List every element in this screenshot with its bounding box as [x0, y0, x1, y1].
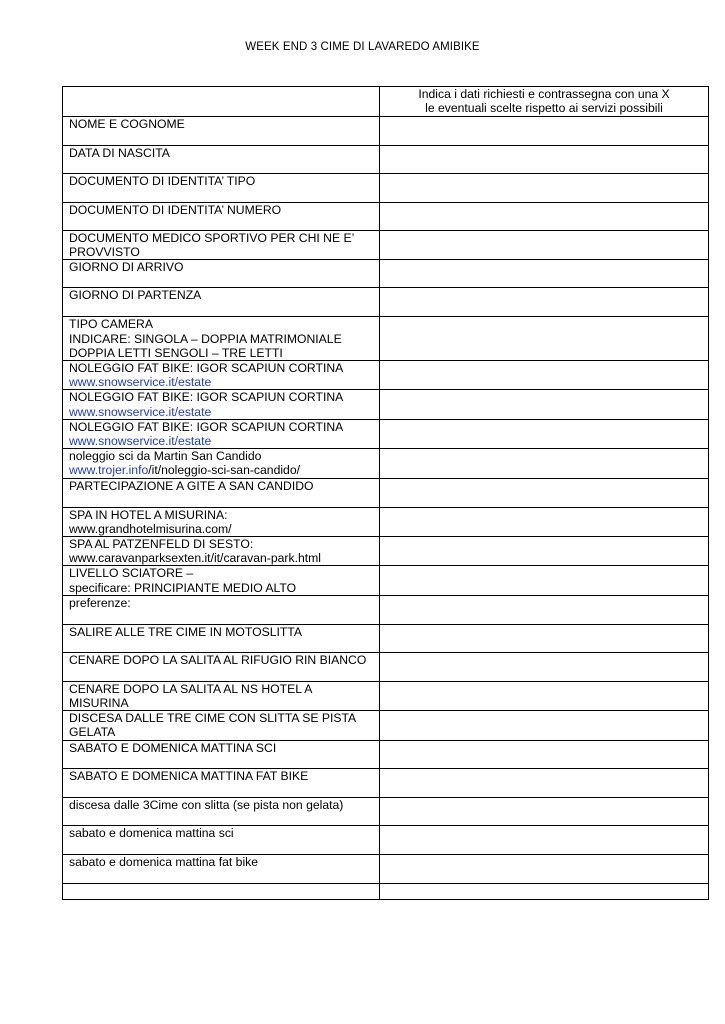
field-label-line: [69, 317, 373, 331]
field-label-text: /it/noleggio-sci-san-candido/: [148, 463, 300, 478]
field-label-cell: [63, 449, 380, 478]
answer-cell[interactable]: [380, 449, 709, 478]
answer-cell[interactable]: [380, 537, 709, 566]
field-label-text: GIORNO DI PARTENZA: [69, 288, 202, 303]
answer-cell[interactable]: [380, 652, 709, 681]
field-label-line: [69, 420, 373, 434]
field-label-line: [69, 508, 373, 522]
field-label-line: [69, 653, 373, 667]
answer-cell[interactable]: [380, 288, 709, 317]
field-label-line: [69, 174, 373, 188]
field-label-cell: [63, 797, 380, 825]
field-label-line: [69, 463, 373, 477]
field-label-text: GELATA: [69, 725, 116, 740]
form-row: [63, 117, 709, 146]
field-label-line: [69, 390, 373, 404]
answer-cell[interactable]: [380, 231, 709, 260]
form-row: [63, 595, 709, 624]
field-label-line: [69, 146, 373, 160]
form-row: [63, 711, 709, 740]
field-label-line: [69, 449, 373, 463]
header-instructions-cell: [380, 87, 709, 117]
field-label-text: NOLEGGIO FAT BIKE: IGOR SCAPIUN CORTINA: [69, 419, 344, 434]
answer-cell[interactable]: [380, 419, 709, 448]
field-label-text: DOCUMENTO DI IDENTITA’ TIPO: [69, 174, 256, 188]
field-label-line: [69, 405, 373, 419]
form-row: [63, 566, 709, 595]
answer-cell[interactable]: [380, 740, 709, 768]
form-row: [63, 174, 709, 203]
answer-cell[interactable]: [380, 361, 709, 390]
header-row: [63, 87, 709, 117]
answer-cell[interactable]: [380, 317, 709, 361]
field-label-line: [69, 479, 373, 493]
field-label-text: SPA AL PATZENFELD DI SESTO:: [69, 537, 254, 552]
field-label-cell: [63, 652, 380, 681]
form-row: [63, 681, 709, 710]
field-label-cell: [63, 537, 380, 566]
field-label-cell: [63, 595, 380, 624]
answer-cell[interactable]: [380, 174, 709, 203]
field-label-cell: [63, 624, 380, 652]
field-label-text: DISCESA DALLE TRE CIME CON SLITTA SE PISTA: [69, 711, 357, 726]
form-row: [63, 768, 709, 797]
form-row: [63, 203, 709, 231]
field-label-text: DATA DI NASCITA: [69, 146, 170, 160]
website-link[interactable]: www.snowservice.it/estate: [69, 375, 212, 390]
document-title: WEEK END 3 CIME DI LAVAREDO AMIBIKE: [245, 41, 480, 53]
field-label-text: PROVVISTO: [69, 245, 140, 260]
field-label-line: [69, 826, 373, 840]
answer-cell[interactable]: [380, 854, 709, 883]
answer-cell[interactable]: [380, 260, 709, 288]
field-label-text: specificare: PRINCIPIANTE MEDIO ALTO: [69, 580, 297, 595]
field-label-text: www.grandhotelmisurina.com/: [69, 521, 232, 536]
field-label-line: [69, 245, 373, 259]
field-label-line: [69, 434, 373, 448]
field-label-text: sabato e domenica mattina sci: [69, 825, 234, 840]
answer-cell[interactable]: [380, 203, 709, 231]
field-label-cell: [63, 361, 380, 390]
field-label-text: sabato e domenica mattina fat bike: [69, 854, 259, 869]
answer-cell[interactable]: [380, 146, 709, 174]
field-label-text: DOCUMENTO DI IDENTITA’ NUMERO: [69, 203, 282, 217]
field-label-text: DOPPIA LETTI SENGOLI – TRE LETTI: [69, 345, 283, 360]
field-label-line: [69, 332, 373, 346]
website-link[interactable]: www.snowservice.it/estate: [69, 404, 212, 419]
field-label-line: [69, 537, 373, 551]
answer-cell[interactable]: [380, 390, 709, 419]
answer-cell[interactable]: [380, 507, 709, 536]
field-label-line: [69, 798, 373, 812]
field-label-cell: [63, 768, 380, 797]
field-label-text: NOME E COGNOME: [69, 117, 185, 131]
field-label-line: [69, 855, 373, 869]
form-row: [63, 797, 709, 825]
answer-cell[interactable]: [380, 624, 709, 652]
field-label-cell: [63, 288, 380, 317]
form-row: [63, 449, 709, 478]
field-label-cell: [63, 711, 380, 740]
field-label-cell: [63, 883, 380, 899]
form-row: [63, 507, 709, 536]
form-row: [63, 419, 709, 448]
form-row: [63, 825, 709, 854]
form-row: [63, 260, 709, 288]
field-label-cell: [63, 203, 380, 231]
field-label-text: NOLEGGIO FAT BIKE: IGOR SCAPIUN CORTINA: [69, 361, 344, 376]
field-label-text: discesa dalle 3Cime con slitta (se pista non gelata): [69, 797, 344, 812]
field-label-line: [69, 260, 373, 274]
field-label-line: [69, 375, 373, 389]
answer-cell[interactable]: [380, 825, 709, 854]
field-label-text: GIORNO DI ARRIVO: [69, 260, 184, 275]
field-label-text: TIPO CAMERA: [69, 317, 153, 332]
field-label-line: [69, 725, 373, 739]
header-left-cell: [63, 87, 380, 117]
field-label-line: [69, 596, 373, 610]
form-row: [63, 146, 709, 174]
instructions-line: le eventuali scelte rispetto ai servizi possibili: [425, 101, 663, 116]
field-label-text: SABATO E DOMENICA MATTINA FAT BIKE: [69, 768, 309, 783]
field-label-line: [69, 741, 373, 755]
field-label-cell: [63, 146, 380, 174]
field-label-cell: [63, 566, 380, 595]
field-label-cell: [63, 419, 380, 448]
answer-cell[interactable]: [380, 478, 709, 507]
field-label-line: [69, 361, 373, 375]
field-label-line: [69, 711, 373, 725]
field-label-cell: [63, 478, 380, 507]
field-label-text: CENARE DOPO LA SALITA AL NS HOTEL A: [69, 681, 313, 696]
field-label-text: www.caravanparksexten.it/it/caravan-park.html: [69, 551, 321, 566]
form-body: [63, 87, 709, 900]
field-label-text: CENARE DOPO LA SALITA AL RIFUGIO RIN BIANCO: [69, 652, 367, 667]
field-label-line: [69, 769, 373, 783]
answer-cell[interactable]: [380, 797, 709, 825]
registration-form-table: [62, 86, 709, 900]
field-label-cell: [63, 260, 380, 288]
field-label-text: SABATO E DOMENICA MATTINA SCI: [69, 740, 277, 755]
field-label-cell: [63, 681, 380, 710]
form-row: [63, 288, 709, 317]
field-label-text: NOLEGGIO FAT BIKE: IGOR SCAPIUN CORTINA: [69, 390, 344, 405]
field-label-line: [69, 231, 373, 245]
answer-cell[interactable]: [380, 711, 709, 740]
field-label-text: MISURINA: [69, 696, 129, 711]
form-row: [63, 740, 709, 768]
field-label-line: [69, 203, 373, 217]
field-label-line: [69, 551, 373, 565]
answer-cell[interactable]: [380, 595, 709, 624]
form-row: [63, 390, 709, 419]
answer-cell[interactable]: [380, 566, 709, 595]
form-row: [63, 361, 709, 390]
instructions-line: Indica i dati richiesti e contrassegna con una X: [418, 87, 670, 101]
website-link[interactable]: www.trojer.info: [69, 463, 149, 478]
field-label-cell: [63, 740, 380, 768]
field-label-cell: [63, 825, 380, 854]
field-label-text: INDICARE: SINGOLA – DOPPIA MATRIMONIALE: [69, 331, 342, 346]
field-label-text: preferenze:: [69, 595, 131, 610]
form-row: [63, 478, 709, 507]
field-label-cell: [63, 231, 380, 260]
field-label-line: [69, 581, 373, 595]
field-label-text: SPA IN HOTEL A MISURINA:: [69, 507, 228, 522]
field-label-cell: [63, 854, 380, 883]
field-label-cell: [63, 117, 380, 146]
field-label-text: SALIRE ALLE TRE CIME IN MOTOSLITTA: [69, 624, 302, 639]
website-link[interactable]: www.snowservice.it/estate: [69, 434, 212, 449]
field-label-line: [69, 696, 373, 710]
field-label-line: [69, 625, 373, 639]
field-label-line: [69, 346, 373, 360]
answer-cell[interactable]: [380, 768, 709, 797]
form-row: [63, 854, 709, 883]
answer-cell[interactable]: [380, 883, 709, 899]
field-label-text: PARTECIPAZIONE A GITE A SAN CANDIDO: [69, 478, 314, 493]
field-label-text: noleggio sci da Martin San Candido: [69, 449, 262, 464]
field-label-line: [69, 288, 373, 302]
form-row: [63, 537, 709, 566]
form-row: [63, 883, 709, 899]
form-row: [63, 652, 709, 681]
field-label-cell: [63, 317, 380, 361]
field-label-text: LIVELLO SCIATORE –: [69, 566, 194, 581]
field-label-line: [69, 117, 373, 131]
form-row: [63, 317, 709, 361]
field-label-cell: [63, 507, 380, 536]
field-label-line: [69, 522, 373, 536]
form-row: [63, 624, 709, 652]
answer-cell[interactable]: [380, 117, 709, 146]
field-label-cell: [63, 390, 380, 419]
field-label-line: [69, 566, 373, 580]
field-label-text: DOCUMENTO MEDICO SPORTIVO PER CHI NE E’: [69, 231, 355, 245]
field-label-cell: [63, 174, 380, 203]
answer-cell[interactable]: [380, 681, 709, 710]
form-row: [63, 231, 709, 260]
field-label-line: [69, 682, 373, 696]
